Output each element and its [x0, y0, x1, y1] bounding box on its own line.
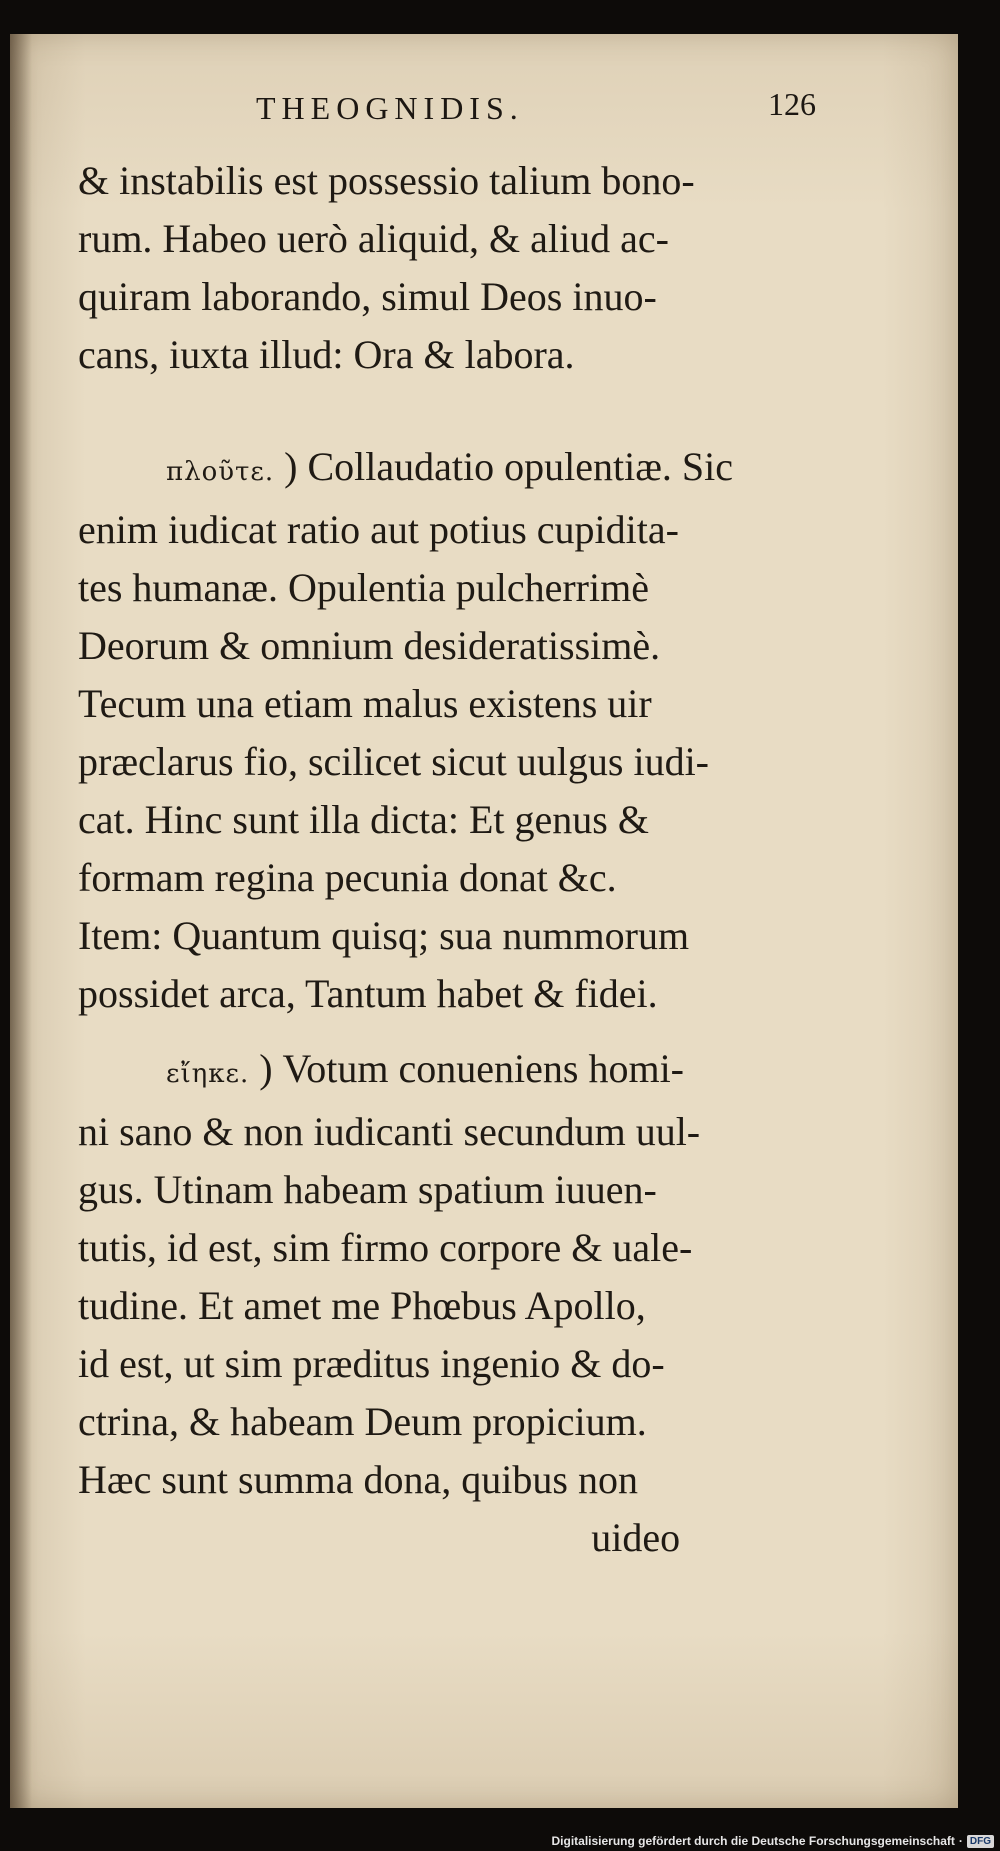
- text-line: Tecum una etiam malus existens uir: [78, 681, 652, 726]
- paragraph-2: [78, 438, 733, 1023]
- text-line: tutis, id est, sim firmo corpore & uale-: [78, 1225, 693, 1270]
- paragraph-1: [78, 152, 695, 384]
- text-line: quiram laborando, simul Deos inuo-: [78, 274, 657, 319]
- catchword: uideo: [591, 1515, 681, 1560]
- text-line: Deorum & omnium desideratissimè.: [78, 623, 661, 668]
- greek-lemma: πλοῦτε.: [166, 457, 275, 487]
- text-line: [78, 1040, 700, 1103]
- text-line: Hæc sunt summa dona, quibus non: [78, 1457, 638, 1502]
- text-line: tudine. Et amet me Phœbus Apollo,: [78, 1283, 646, 1328]
- digitization-credit: Digitalisierung gefördert durch die Deutsche Forschungsgemeinschaft · DFG: [551, 1834, 994, 1848]
- text-line: tes humanæ. Opulentia pulcherrimè: [78, 565, 649, 610]
- greek-lemma: εἴηκε.: [166, 1059, 250, 1089]
- text-line: enim iudicat ratio aut potius cupidita-: [78, 507, 679, 552]
- text-line: & instabilis est possessio talium bono-: [78, 158, 695, 203]
- text-line: [78, 438, 733, 501]
- text-line: id est, ut sim præditus ingenio & do-: [78, 1341, 665, 1386]
- text-line: Item: Quantum quisq; sua nummorum: [78, 913, 690, 958]
- credit-text: Digitalisierung gefördert durch die Deutsche Forschungsgemeinschaft: [551, 1834, 955, 1848]
- running-title: THEOGNIDIS.: [256, 90, 524, 126]
- paragraph-3: [78, 1040, 700, 1567]
- lemma-gloss: ) Votum conueniens homi-: [259, 1046, 684, 1091]
- page-gutter-shadow: [10, 34, 32, 1808]
- text-line: possidet arca, Tantum habet & fidei.: [78, 971, 658, 1016]
- text-line: cans, iuxta illud: Ora & labora.: [78, 332, 575, 377]
- dfg-logo-icon: DFG: [967, 1835, 994, 1848]
- page-number: 126: [768, 86, 816, 122]
- text-line: cat. Hinc sunt illa dicta: Et genus &: [78, 797, 649, 842]
- book-page: [10, 34, 958, 1808]
- lemma-gloss: ) Collaudatio opulentiæ. Sic: [284, 444, 734, 489]
- text-line: gus. Utinam habeam spatium iuuen-: [78, 1167, 657, 1212]
- text-line: rum. Habeo uerò aliquid, & aliud ac-: [78, 216, 669, 261]
- text-line: ni sano & non iudicanti secundum uul-: [78, 1109, 701, 1154]
- text-line: præclarus fio, scilicet sicut uulgus iudi-: [78, 739, 709, 784]
- text-line: ctrina, & habeam Deum propicium.: [78, 1399, 647, 1444]
- text-line: formam regina pecunia donat &c.: [78, 855, 617, 900]
